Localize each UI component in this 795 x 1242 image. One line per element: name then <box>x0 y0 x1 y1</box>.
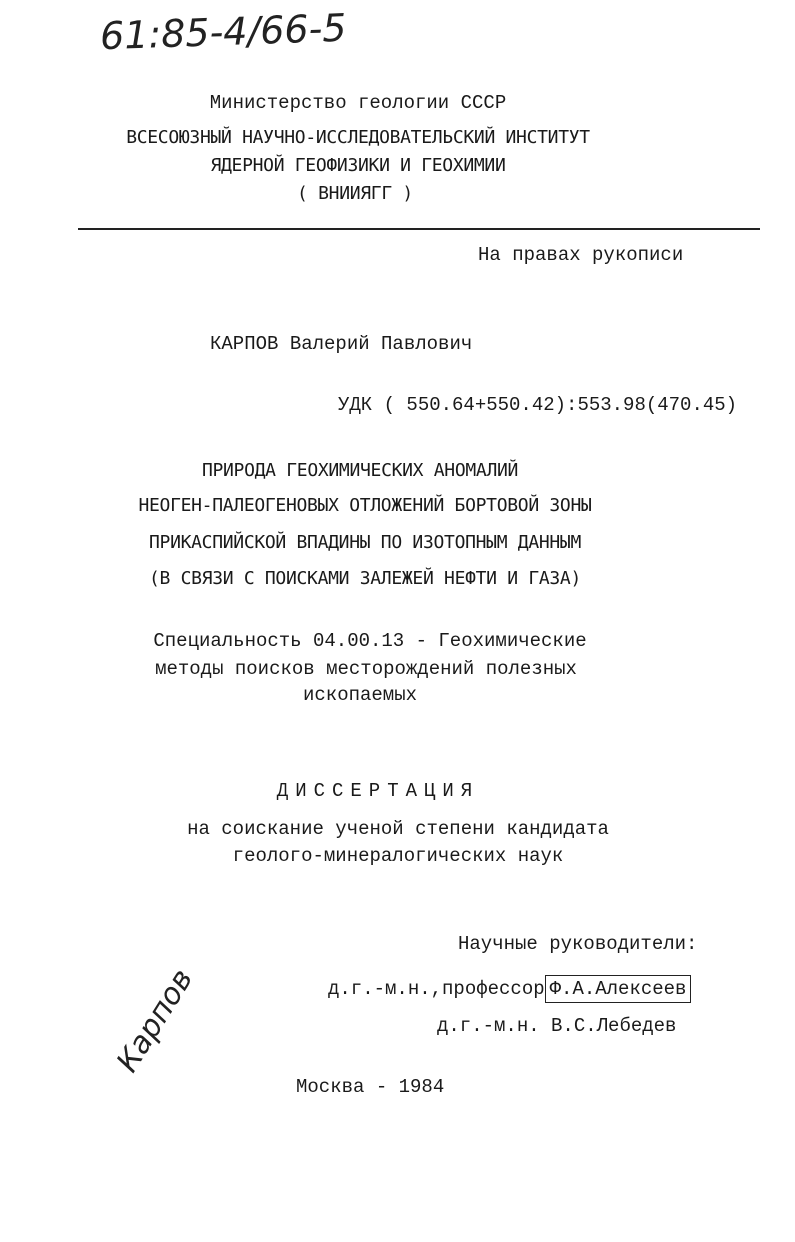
institute-name-line2: ЯДЕРНОЙ ГЕОФИЗИКИ И ГЕОХИМИИ <box>210 155 506 176</box>
archive-code: 61:85-4/66-5 <box>99 5 348 59</box>
degree-line-2: геолого-минералогических наук <box>232 845 564 867</box>
handwritten-signature: Карпов <box>110 963 201 1079</box>
udc-code: УДК ( 550.64+550.42):553.98(470.45) <box>338 394 738 416</box>
supervisor-1-name: Ф.А.Алексеев <box>545 975 692 1003</box>
specialty-line-3: ископаемых <box>302 684 418 706</box>
author-name: КАРПОВ Валерий Павлович <box>210 333 473 355</box>
dissertation-heading: ДИССЕРТАЦИЯ <box>276 780 480 802</box>
title-line-4: (В СВЯЗИ С ПОИСКАМИ ЗАЛЕЖЕЙ НЕФТИ И ГАЗА) <box>148 568 582 589</box>
institute-abbreviation: ( ВНИИЯГГ ) <box>297 183 413 204</box>
specialty-line-1: Специальность 04.00.13 - Геохимические <box>153 630 587 652</box>
institute-name-line1: ВСЕСОЮЗНЫЙ НАУЧНО-ИССЛЕДОВАТЕЛЬСКИЙ ИНСТИТУТ <box>126 127 590 148</box>
ministry-name: Министерство геологии СССР <box>209 92 507 114</box>
title-line-3: ПРИКАСПИЙСКОЙ ВПАДИНЫ ПО ИЗОТОПНЫМ ДАННЫМ <box>148 532 582 553</box>
supervisor-2-name: В.С.Лебедев <box>551 1015 677 1037</box>
specialty-line-2: методы поисков месторождений полезных <box>155 658 577 680</box>
supervisor-2-title: д.г.-м.н. <box>437 1015 540 1037</box>
header-divider <box>78 228 760 230</box>
supervisors-heading: Научные руководители: <box>458 933 698 955</box>
manuscript-rights: На правах рукописи <box>478 244 684 266</box>
supervisor-2 <box>437 1015 676 1037</box>
place-and-year: Москва - 1984 <box>296 1076 445 1098</box>
supervisor-1 <box>328 975 691 1003</box>
supervisor-1-title: д.г.-м.н.,профессор <box>328 978 545 1000</box>
title-line-2: НЕОГЕН-ПАЛЕОГЕНОВЫХ ОТЛОЖЕНИЙ БОРТОВОЙ ЗОНЫ <box>138 495 592 516</box>
title-line-1: ПРИРОДА ГЕОХИМИЧЕСКИХ АНОМАЛИЙ <box>201 460 519 481</box>
degree-line-1: на соискание ученой степени кандидата <box>187 818 609 840</box>
